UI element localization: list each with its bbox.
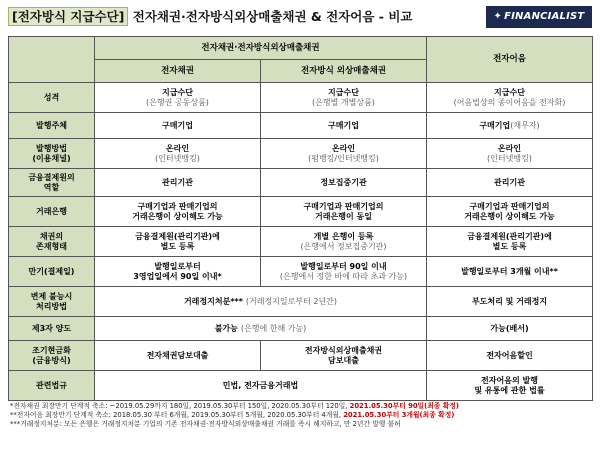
title-text: 전자채권·전자방식외상매출채권 & 전자어음 - 비교	[128, 9, 413, 24]
cell-e-bond	[95, 257, 261, 287]
cell-e-bill-main: 구매기업과 판매기업의	[469, 201, 550, 211]
group-header: 전자채권·전자방식외상매출채권	[95, 37, 427, 60]
footnote-text: **전자어음 최장만기 단계적 축소: 2018.05.30 부터 6개월, 2019.05.30부터 5개월, 2020.05.30부터 4개월,	[10, 411, 344, 420]
row-label: 제3자 양도	[9, 317, 95, 341]
cell-e-receivable-sub: 담보대출	[328, 355, 359, 365]
merged-cell-sub: (은행에 한해 가능)	[240, 323, 307, 333]
merged-cell	[95, 287, 427, 317]
cell-e-bill	[427, 371, 593, 401]
cell-e-bill-main: 관리기관	[494, 177, 525, 187]
cell-e-receivable-sub: (은행별 개별상품)	[312, 97, 375, 107]
row-label: 채권의 존재형태	[9, 227, 95, 257]
cell-e-bond	[95, 83, 261, 113]
cell-e-bill-sub: 및 유통에 관한 법률	[474, 385, 545, 395]
cell-e-bond	[95, 341, 261, 371]
table-row	[9, 287, 593, 317]
cell-e-bill	[427, 197, 593, 227]
cell-e-receivable-main: 지급수단	[328, 87, 359, 97]
cell-e-bill	[427, 83, 593, 113]
comparison-table	[8, 36, 593, 401]
cell-e-bond-main: 관리기관	[162, 177, 193, 187]
cell-e-receivable-main: 전자방식외상매출채권	[304, 345, 383, 355]
table-row	[9, 341, 593, 371]
cell-e-receivable	[261, 341, 427, 371]
cell-e-receivable-main: 개별 은행이 등록	[313, 231, 374, 241]
merged-cell-sub: (거래정지일로부터 2년간)	[245, 296, 338, 306]
page-title	[8, 6, 413, 28]
cell-e-receivable	[261, 139, 427, 169]
cell-e-bond-main: 구매기업	[162, 120, 193, 130]
footnote-highlight: 2021.05.30부터 90일(최종 확정)	[349, 402, 459, 410]
cell-e-receivable-sub: (펌뱅킹/인터넷뱅킹)	[308, 153, 379, 163]
cell-e-bill	[427, 169, 593, 197]
cell-e-receivable-sub: 거래은행이 동일	[315, 211, 372, 221]
cell-e-bill-main: 발행일로부터 3개월 이내**	[461, 266, 558, 276]
cell-e-bill-sub: (채무자)	[510, 120, 540, 130]
table-row	[9, 257, 593, 287]
cell-e-bill-main: 온라인	[497, 143, 522, 153]
col-header-e-bond: 전자채권	[95, 60, 261, 83]
cell-e-bill-sub: 거래은행이 상이해도 가능	[464, 211, 555, 221]
row-label: 발행주체	[9, 113, 95, 139]
cell-e-receivable-sub: (은행에서 정한 바에 따라 초과 가능)	[279, 271, 408, 281]
cell-e-bill-main: 구매기업	[479, 120, 511, 130]
cell-e-receivable	[261, 257, 427, 287]
cell-e-bond-sub: 거래은행이 상이해도 가능	[132, 211, 223, 221]
row-label: 조기현금화 (금융방식)	[9, 341, 95, 371]
cell-e-bond-sub: (은행권 공동상품)	[146, 97, 209, 107]
title-bar	[8, 6, 592, 28]
cell-e-bill-sub: 별도 등록	[492, 241, 527, 251]
cell-e-bond	[95, 139, 261, 169]
cell-e-bond	[95, 197, 261, 227]
cell-e-receivable	[261, 83, 427, 113]
cell-e-bill-sub: (인터넷뱅킹)	[487, 153, 532, 163]
table-row	[9, 139, 593, 169]
row-label: 관련법규	[9, 371, 95, 401]
footnote-text: ***거래정지처분: 모든 은행은 거래정지처분 기업의 기존 전자채권·전자방식외상매출채권 거래를 즉시 해지하고, 만 2년간 발행 불허	[10, 420, 401, 429]
cell-e-bond	[95, 113, 261, 139]
table-row	[9, 83, 593, 113]
cell-e-receivable	[261, 197, 427, 227]
row-label: 만기(결제일)	[9, 257, 95, 287]
cell-e-receivable	[261, 227, 427, 257]
cell-e-receivable-sub: (은행에서 정보집중기관)	[300, 241, 387, 251]
cell-e-bond	[95, 169, 261, 197]
table-row	[9, 317, 593, 341]
row-label: 발행방법 (이용채널)	[9, 139, 95, 169]
table-row	[9, 227, 593, 257]
table-row	[9, 197, 593, 227]
row-label: 성격	[9, 83, 95, 113]
cell-e-bill-main: 가능(배서)	[490, 323, 529, 333]
merged-cell	[95, 317, 427, 341]
cell-e-bond-sub: 3영업일에서 90일 이내*	[133, 271, 222, 281]
cell-e-bond-main: 전자채권담보대출	[146, 350, 209, 360]
cell-e-bill-main: 전자어음할인	[486, 350, 533, 360]
brand-logo	[486, 6, 592, 28]
merged-cell-main: 불가능	[214, 323, 238, 333]
star-icon: ✦	[493, 11, 503, 22]
cell-e-receivable-main: 온라인	[331, 143, 356, 153]
footnote	[10, 420, 594, 429]
table-row	[9, 169, 593, 197]
merged-cell-main: 민법, 전자금융거래법	[222, 380, 299, 390]
footnotes	[10, 402, 594, 430]
footnote	[10, 402, 594, 411]
title-bracket: [전자방식 지급수단]	[8, 7, 128, 26]
cell-e-bill-main: 금융결제원(관리기관)에	[467, 231, 552, 241]
row-label: 금융결제원의 역할	[9, 169, 95, 197]
cell-e-bill	[427, 139, 593, 169]
cell-e-receivable-main: 발행일로부터 90일 이내	[300, 261, 387, 271]
cell-e-bill-main: 전자어음의 발행	[481, 375, 538, 385]
merged-cell	[95, 371, 427, 401]
cell-e-bill	[427, 287, 593, 317]
table-header-row	[9, 37, 593, 60]
logo-text: FINANCIALIST	[504, 11, 585, 22]
col-header-e-receivable: 전자방식 외상매출채권	[261, 60, 427, 83]
merged-cell-main: 거래정지처분***	[183, 296, 243, 306]
col-header-e-bill: 전자어음	[427, 37, 593, 83]
cell-e-receivable-main: 정보집중기관	[320, 177, 367, 187]
footnote-text: *전자채권 최장만기 단계적 축소: ~2019.05.29까지 180일, 2019.05.30부터 150일, 2020.05.30부터 120일,	[10, 402, 350, 410]
cell-e-bill	[427, 317, 593, 341]
cell-e-bill	[427, 227, 593, 257]
table-row	[9, 371, 593, 401]
cell-e-bill	[427, 341, 593, 371]
cell-e-receivable-main: 구매기업과 판매기업의	[303, 201, 384, 211]
cell-e-bond	[95, 227, 261, 257]
cell-e-receivable	[261, 113, 427, 139]
cell-e-bill	[427, 257, 593, 287]
cell-e-bond-main: 발행일로부터	[154, 261, 201, 271]
cell-e-bill	[427, 113, 593, 139]
corner-cell	[9, 37, 95, 83]
footnote-highlight: 2021.05.30부터 3개월(최종 확정)	[343, 411, 455, 420]
cell-e-bond-sub: 별도 등록	[160, 241, 195, 251]
cell-e-bond-main: 지급수단	[162, 87, 193, 97]
cell-e-bond-main: 구매기업과 판매기업의	[137, 201, 218, 211]
row-label: 변제 불능시 처리방법	[9, 287, 95, 317]
table-row	[9, 113, 593, 139]
cell-e-receivable-main: 구매기업	[328, 120, 359, 130]
cell-e-bond-sub: (인터넷뱅킹)	[155, 153, 200, 163]
footnote	[10, 411, 594, 420]
cell-e-bill-main: 부도처리 및 거래정지	[471, 296, 548, 306]
cell-e-bill-main: 지급수단	[494, 87, 525, 97]
cell-e-receivable	[261, 169, 427, 197]
row-label: 거래은행	[9, 197, 95, 227]
cell-e-bond-main: 온라인	[165, 143, 190, 153]
cell-e-bill-sub: (어음법상의 종이어음을 전자화)	[453, 97, 566, 107]
cell-e-bond-main: 금융결제원(관리기관)에	[135, 231, 220, 241]
